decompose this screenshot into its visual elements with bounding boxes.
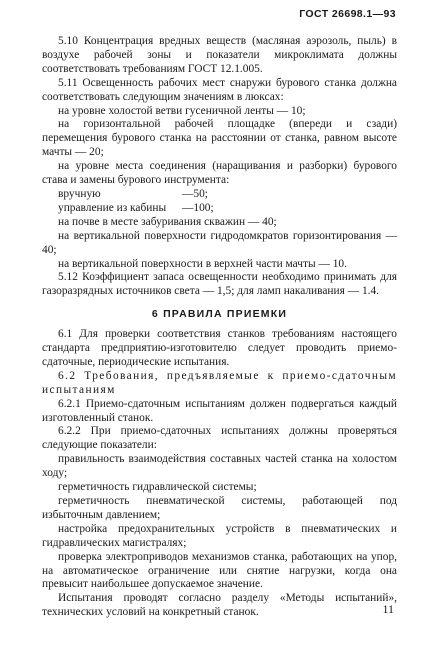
illumination-manual-row [42,188,397,202]
cabin-label: управление из кабины [58,201,167,214]
illumination-item-platform: на горизонтальной рабочей площадке (впереди и сзади) перемещения бурового станка на расстоянии от станка, равном высоте мачты — 20; [42,118,397,159]
manual-label: вручную [58,187,101,200]
paragraph-6-2-2: 6.2.2 При приемо-сдаточных испытаниях должны проверяться следующие показатели: [42,425,397,452]
manual-value: —50; [182,187,208,200]
paragraph-6-1: 6.1 Для проверки соответствия станков требованиям настоящего стандарта предприятию-изготовителю следует проводить приемо-сдаточные, периодические испытания. [42,328,397,368]
check-item-electric-drives: проверка электроприводов механизмов станка, работающих на упор, на автоматическое ограничение или снятие нагрузки, когда она превысит наибольшее допускаемое значение. [42,550,397,591]
check-item-hydraulic: герметичность гидравлической системы; [58,481,257,494]
paragraph-6-2-1: 6.2.1 Приемо-сдаточным испытаниям должен подвергаться каждый изготовленный станок. [42,397,397,424]
check-item-safety-devices: настройка предохранительных устройств в пневматических и гидравлических магистралях; [42,522,397,549]
check-item-interaction: правильность взаимодействия составных частей станка на холостом ходу; [42,453,397,480]
section-title: 6 ПРАВИЛА ПРИЕМКИ [151,308,288,321]
cabin-value: —100; [182,201,214,214]
illumination-item-track: на уровне холостой ветви гусеничной ленты — 10; [58,104,306,117]
check-item-pneumatic: герметичность пневматической системы, работающей под избыточным давлением; [42,495,397,521]
illumination-item-joint: на уровне места соединения (наращивания и разборки) бурового става и замены бурового инструмента: [42,160,397,187]
document-header: ГОСТ 26698.1—93 [299,8,396,20]
illumination-item-jacks: на вертикальной поверхности гидродомкратов горизонтирования — 40; [42,229,397,256]
page-body [42,35,397,620]
paragraph-5-12: 5.12 Коэффициент запаса освещенности необходимо принимать для газоразрядных источников света — 1,5; для ламп накаливания — 1.4. [42,271,397,298]
illumination-item-ground: на почве в месте забуривания скважин — 40; [58,215,277,228]
paragraph-6-2: 6.2 Требования, предъявляемые к приемо-сдаточным испытаниям [42,369,397,396]
paragraph-5-11: 5.11 Освещенность рабочих мест снаружи бурового станка должна соответствовать следующим значениям в люксах: [42,76,397,103]
page-number: 11 [382,602,394,616]
paragraph-5-10: 5.10 Концентрация вредных веществ (масляная аэрозоль, пыль) в воздухе рабочей зоны и показатели микроклимата должны соответствовать требованиям ГОСТ 12.1.005. [42,35,397,75]
illumination-cabin-row [42,202,397,216]
paragraph-final: Испытания проводят согласно разделу «Методы испытаний», технических условий на конкретный станок. [42,592,397,619]
illumination-item-mast: на вертикальной поверхности в верхней части мачты — 10. [58,257,347,270]
